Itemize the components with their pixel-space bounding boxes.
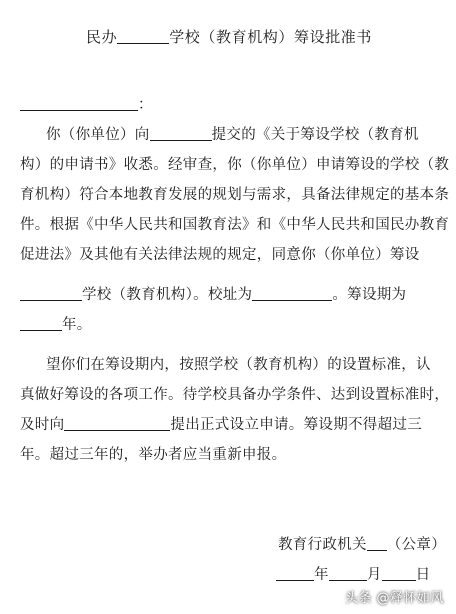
p2-line-3: 及时向 提出正式设立申请。筹设期不得超过三: [20, 417, 423, 433]
p2-line-1: 望你们在筹设期内，按照学校（教育机构）的设置标准，认: [46, 357, 431, 373]
addressee-colon: ：: [138, 97, 153, 113]
day-blank: [382, 566, 416, 581]
p2-line-4: 年。超过三年的，举办者应当重新申报。: [20, 447, 287, 463]
p1-line-6: 学校（教育机构）。校址为 。筹设期为: [20, 286, 406, 304]
title-suffix: 学校（教育机构）筹设批准书: [169, 28, 373, 46]
date-line: 年 月 日: [276, 566, 430, 584]
year-blank: [276, 566, 314, 581]
address-blank: [252, 286, 332, 301]
p1-line-7: 年。: [20, 316, 92, 334]
p1-line-5: 促进法》及其他有关法律法规的规定，同意你（你单位）筹设: [20, 247, 420, 263]
addressee-blank: [20, 96, 138, 111]
seal-label: （公章）: [386, 537, 447, 553]
period-blank: [20, 316, 62, 331]
p1-line-1: 你（你单位）向 提交的《关于筹设学校（教育机: [46, 127, 419, 143]
addressee-line: [20, 96, 153, 114]
school-name-blank: [117, 29, 169, 44]
p1-line-2: 构）的申请书》收悉。经审查，你（你单位）申请筹设的学校（教: [20, 157, 450, 173]
title-prefix: 民办: [86, 28, 118, 46]
p1-line-4: 件。根据《中华人民共和国教育法》和《中华人民共和国民办教育: [20, 217, 450, 233]
p1-line-3: 育机构）符合本地教育发展的规划与需求，具备法律规定的基本条: [20, 187, 450, 203]
school-type-blank: [20, 286, 82, 301]
authority-blank: [64, 416, 170, 431]
p2-line-2: 真做好筹设的各项工作。待学校具备办学条件、达到设置标准时，: [20, 387, 450, 403]
document-title: [86, 28, 372, 46]
month-blank: [329, 566, 367, 581]
watermark: 头条 @释怀如风: [344, 591, 444, 606]
signature-authority: 教育行政机关 （公章）: [278, 537, 447, 553]
submit-to-blank: [150, 126, 212, 141]
authority-name-blank: [367, 536, 387, 551]
